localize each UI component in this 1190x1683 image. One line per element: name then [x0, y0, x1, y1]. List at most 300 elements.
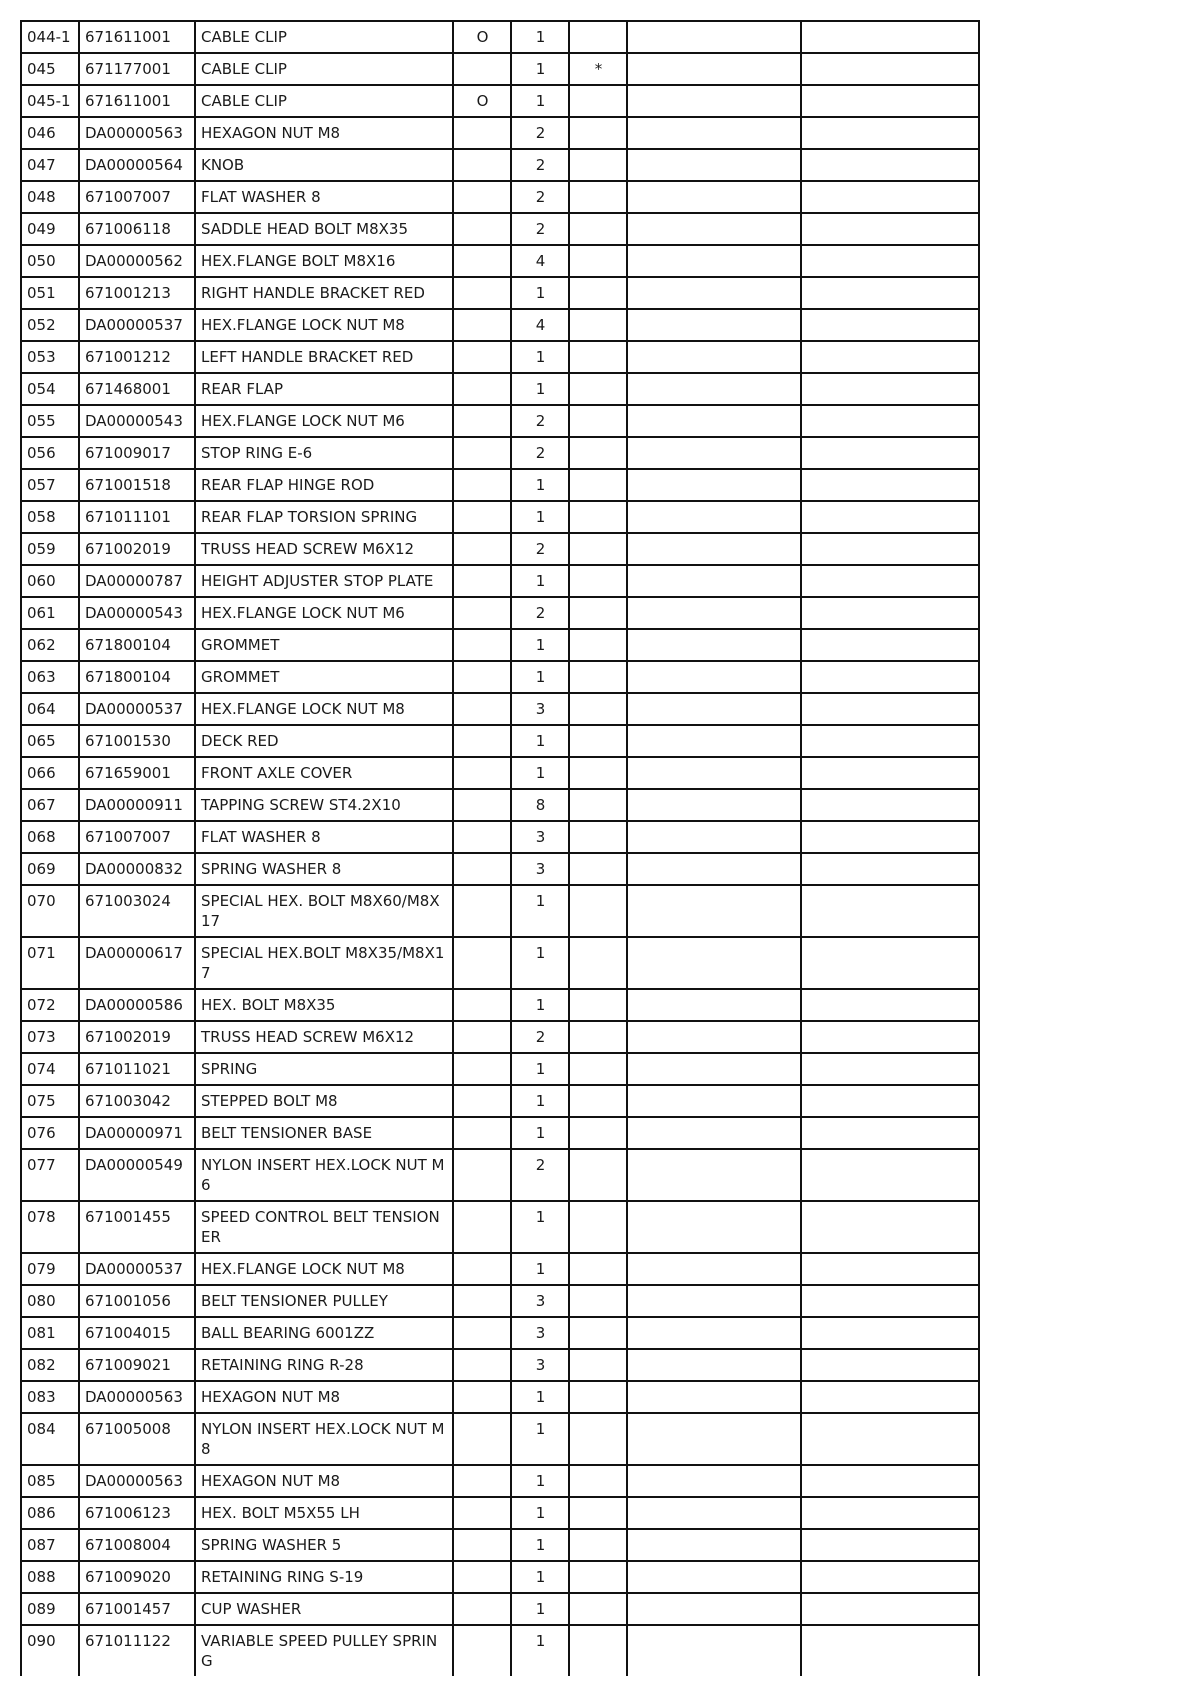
table-row: [21, 181, 979, 213]
item-number-cell: 056: [21, 437, 79, 469]
description-cell: SPEED CONTROL BELT TENSIONER: [195, 1201, 453, 1253]
item-number-cell: 072: [21, 989, 79, 1021]
option-mark-cell: [453, 853, 511, 885]
part-number-cell: 671611001: [79, 85, 195, 117]
option-mark-cell: [453, 469, 511, 501]
part-number-cell: 671006118: [79, 213, 195, 245]
description-cell: SPRING: [195, 1053, 453, 1085]
blank-cell: [627, 629, 801, 661]
blank-cell: [627, 1053, 801, 1085]
blank-cell: [627, 989, 801, 1021]
blank-cell: [801, 989, 979, 1021]
item-number-cell: 080: [21, 1285, 79, 1317]
item-number-cell: 052: [21, 309, 79, 341]
note-mark-cell: [569, 341, 627, 373]
option-mark-cell: [453, 821, 511, 853]
item-number-cell: 049: [21, 213, 79, 245]
blank-cell: [627, 1201, 801, 1253]
blank-cell: [627, 937, 801, 989]
blank-cell: [627, 1317, 801, 1349]
table-row: [21, 693, 979, 725]
blank-cell: [627, 1465, 801, 1497]
note-mark-cell: [569, 629, 627, 661]
quantity-cell: 1: [511, 725, 569, 757]
table-row: [21, 1593, 979, 1625]
table-row: [21, 1285, 979, 1317]
blank-cell: [801, 213, 979, 245]
description-cell: FRONT AXLE COVER: [195, 757, 453, 789]
description-cell: SADDLE HEAD BOLT M8X35: [195, 213, 453, 245]
description-cell: FLAT WASHER 8: [195, 181, 453, 213]
quantity-cell: 1: [511, 1465, 569, 1497]
description-cell: HEX.FLANGE LOCK NUT M8: [195, 309, 453, 341]
part-number-cell: DA00000543: [79, 597, 195, 629]
blank-cell: [627, 1285, 801, 1317]
option-mark-cell: [453, 937, 511, 989]
blank-cell: [801, 53, 979, 85]
option-mark-cell: [453, 629, 511, 661]
option-mark-cell: [453, 245, 511, 277]
note-mark-cell: [569, 1021, 627, 1053]
table-row: [21, 85, 979, 117]
part-number-cell: 671009017: [79, 437, 195, 469]
blank-cell: [801, 725, 979, 757]
part-number-cell: 671011101: [79, 501, 195, 533]
option-mark-cell: [453, 1497, 511, 1529]
note-mark-cell: [569, 725, 627, 757]
table-row: [21, 629, 979, 661]
blank-cell: [801, 757, 979, 789]
table-row: [21, 1117, 979, 1149]
blank-cell: [627, 373, 801, 405]
note-mark-cell: [569, 501, 627, 533]
table-row: [21, 1625, 979, 1676]
item-number-cell: 065: [21, 725, 79, 757]
blank-cell: [627, 661, 801, 693]
option-mark-cell: [453, 181, 511, 213]
table-row: [21, 1413, 979, 1465]
table-row: [21, 117, 979, 149]
part-number-cell: 671004015: [79, 1317, 195, 1349]
quantity-cell: 1: [511, 989, 569, 1021]
part-number-cell: 671800104: [79, 629, 195, 661]
note-mark-cell: [569, 533, 627, 565]
description-cell: NYLON INSERT HEX.LOCK NUT M6: [195, 1149, 453, 1201]
quantity-cell: 1: [511, 21, 569, 53]
blank-cell: [627, 1625, 801, 1676]
option-mark-cell: [453, 117, 511, 149]
part-number-cell: DA00000563: [79, 1381, 195, 1413]
blank-cell: [801, 533, 979, 565]
option-mark-cell: [453, 693, 511, 725]
part-number-cell: 671001455: [79, 1201, 195, 1253]
item-number-cell: 047: [21, 149, 79, 181]
note-mark-cell: [569, 245, 627, 277]
table-row: [21, 405, 979, 437]
blank-cell: [627, 437, 801, 469]
item-number-cell: 053: [21, 341, 79, 373]
item-number-cell: 059: [21, 533, 79, 565]
option-mark-cell: [453, 1317, 511, 1349]
table-row: [21, 1349, 979, 1381]
part-number-cell: DA00000543: [79, 405, 195, 437]
note-mark-cell: [569, 757, 627, 789]
item-number-cell: 066: [21, 757, 79, 789]
table-row: [21, 821, 979, 853]
description-cell: SPECIAL HEX.BOLT M8X35/M8X17: [195, 937, 453, 989]
option-mark-cell: [453, 1349, 511, 1381]
option-mark-cell: [453, 1561, 511, 1593]
option-mark-cell: [453, 597, 511, 629]
note-mark-cell: [569, 937, 627, 989]
item-number-cell: 082: [21, 1349, 79, 1381]
note-mark-cell: [569, 309, 627, 341]
quantity-cell: 8: [511, 789, 569, 821]
blank-cell: [801, 885, 979, 937]
note-mark-cell: [569, 469, 627, 501]
option-mark-cell: [453, 1201, 511, 1253]
note-mark-cell: [569, 1625, 627, 1676]
blank-cell: [627, 597, 801, 629]
option-mark-cell: [453, 789, 511, 821]
description-cell: SPRING WASHER 8: [195, 853, 453, 885]
note-mark-cell: [569, 821, 627, 853]
description-cell: TRUSS HEAD SCREW M6X12: [195, 1021, 453, 1053]
description-cell: HEXAGON NUT M8: [195, 1381, 453, 1413]
blank-cell: [627, 181, 801, 213]
blank-cell: [801, 1117, 979, 1149]
option-mark-cell: [453, 1465, 511, 1497]
quantity-cell: 1: [511, 1253, 569, 1285]
blank-cell: [627, 1413, 801, 1465]
item-number-cell: 087: [21, 1529, 79, 1561]
blank-cell: [627, 1593, 801, 1625]
table-row: [21, 1317, 979, 1349]
option-mark-cell: [453, 53, 511, 85]
quantity-cell: 3: [511, 853, 569, 885]
blank-cell: [627, 1381, 801, 1413]
blank-cell: [801, 373, 979, 405]
blank-cell: [627, 501, 801, 533]
table-row: [21, 245, 979, 277]
quantity-cell: 4: [511, 245, 569, 277]
description-cell: SPECIAL HEX. BOLT M8X60/M8X17: [195, 885, 453, 937]
blank-cell: [627, 789, 801, 821]
table-row: [21, 437, 979, 469]
description-cell: BELT TENSIONER BASE: [195, 1117, 453, 1149]
option-mark-cell: [453, 437, 511, 469]
blank-cell: [627, 821, 801, 853]
quantity-cell: 1: [511, 885, 569, 937]
item-number-cell: 045: [21, 53, 79, 85]
blank-cell: [801, 1285, 979, 1317]
description-cell: KNOB: [195, 149, 453, 181]
note-mark-cell: [569, 661, 627, 693]
option-mark-cell: [453, 1117, 511, 1149]
item-number-cell: 068: [21, 821, 79, 853]
note-mark-cell: [569, 853, 627, 885]
description-cell: BELT TENSIONER PULLEY: [195, 1285, 453, 1317]
option-mark-cell: [453, 373, 511, 405]
description-cell: HEXAGON NUT M8: [195, 1465, 453, 1497]
quantity-cell: 1: [511, 1085, 569, 1117]
description-cell: TRUSS HEAD SCREW M6X12: [195, 533, 453, 565]
note-mark-cell: [569, 1201, 627, 1253]
item-number-cell: 081: [21, 1317, 79, 1349]
table-row: [21, 885, 979, 937]
quantity-cell: 3: [511, 1317, 569, 1349]
table-row: [21, 789, 979, 821]
note-mark-cell: [569, 437, 627, 469]
option-mark-cell: [453, 1413, 511, 1465]
item-number-cell: 077: [21, 1149, 79, 1201]
table-row: [21, 21, 979, 53]
note-mark-cell: [569, 1413, 627, 1465]
item-number-cell: 085: [21, 1465, 79, 1497]
description-cell: STEPPED BOLT M8: [195, 1085, 453, 1117]
item-number-cell: 089: [21, 1593, 79, 1625]
item-number-cell: 067: [21, 789, 79, 821]
option-mark-cell: [453, 1593, 511, 1625]
blank-cell: [801, 469, 979, 501]
description-cell: DECK RED: [195, 725, 453, 757]
description-cell: SPRING WASHER 5: [195, 1529, 453, 1561]
note-mark-cell: [569, 1053, 627, 1085]
part-number-cell: 671177001: [79, 53, 195, 85]
part-number-cell: 671800104: [79, 661, 195, 693]
blank-cell: [627, 1497, 801, 1529]
description-cell: NYLON INSERT HEX.LOCK NUT M8: [195, 1413, 453, 1465]
table-row: [21, 1561, 979, 1593]
table-row: [21, 565, 979, 597]
blank-cell: [801, 1253, 979, 1285]
description-cell: STOP RING E-6: [195, 437, 453, 469]
blank-cell: [627, 277, 801, 309]
quantity-cell: 1: [511, 1201, 569, 1253]
item-number-cell: 076: [21, 1117, 79, 1149]
table-row: [21, 937, 979, 989]
quantity-cell: 1: [511, 661, 569, 693]
blank-cell: [627, 725, 801, 757]
item-number-cell: 051: [21, 277, 79, 309]
blank-cell: [801, 1053, 979, 1085]
option-mark-cell: [453, 1053, 511, 1085]
option-mark-cell: [453, 309, 511, 341]
blank-cell: [801, 1561, 979, 1593]
item-number-cell: 060: [21, 565, 79, 597]
item-number-cell: 071: [21, 937, 79, 989]
part-number-cell: DA00000537: [79, 1253, 195, 1285]
quantity-cell: 2: [511, 181, 569, 213]
table-row: [21, 341, 979, 373]
blank-cell: [627, 1253, 801, 1285]
part-number-cell: 671008004: [79, 1529, 195, 1561]
part-number-cell: 671003042: [79, 1085, 195, 1117]
table-row: [21, 1253, 979, 1285]
part-number-cell: 671001212: [79, 341, 195, 373]
blank-cell: [801, 341, 979, 373]
note-mark-cell: [569, 789, 627, 821]
quantity-cell: 2: [511, 149, 569, 181]
part-number-cell: DA00000563: [79, 117, 195, 149]
description-cell: HEX.FLANGE LOCK NUT M8: [195, 1253, 453, 1285]
description-cell: HEIGHT ADJUSTER STOP PLATE: [195, 565, 453, 597]
note-mark-cell: [569, 1317, 627, 1349]
quantity-cell: 1: [511, 469, 569, 501]
description-cell: REAR FLAP TORSION SPRING: [195, 501, 453, 533]
option-mark-cell: [453, 1529, 511, 1561]
part-number-cell: 671009020: [79, 1561, 195, 1593]
note-mark-cell: [569, 1253, 627, 1285]
item-number-cell: 083: [21, 1381, 79, 1413]
quantity-cell: 1: [511, 85, 569, 117]
note-mark-cell: [569, 149, 627, 181]
blank-cell: [801, 661, 979, 693]
part-number-cell: 671659001: [79, 757, 195, 789]
quantity-cell: 3: [511, 693, 569, 725]
quantity-cell: 1: [511, 1529, 569, 1561]
description-cell: HEXAGON NUT M8: [195, 117, 453, 149]
blank-cell: [801, 597, 979, 629]
table-row: [21, 757, 979, 789]
blank-cell: [627, 1149, 801, 1201]
description-cell: VARIABLE SPEED PULLEY SPRING: [195, 1625, 453, 1676]
part-number-cell: 671001518: [79, 469, 195, 501]
blank-cell: [627, 757, 801, 789]
note-mark-cell: [569, 1117, 627, 1149]
option-mark-cell: [453, 1625, 511, 1676]
part-number-cell: 671005008: [79, 1413, 195, 1465]
description-cell: HEX.FLANGE LOCK NUT M8: [195, 693, 453, 725]
option-mark-cell: [453, 565, 511, 597]
blank-cell: [627, 213, 801, 245]
blank-cell: [627, 885, 801, 937]
blank-cell: [801, 1593, 979, 1625]
note-mark-cell: [569, 1561, 627, 1593]
description-cell: GROMMET: [195, 661, 453, 693]
item-number-cell: 046: [21, 117, 79, 149]
blank-cell: [801, 565, 979, 597]
table-row: [21, 1149, 979, 1201]
quantity-cell: 3: [511, 1285, 569, 1317]
parts-table-body: [21, 21, 979, 1676]
blank-cell: [801, 405, 979, 437]
description-cell: HEX. BOLT M5X55 LH: [195, 1497, 453, 1529]
part-number-cell: DA00000537: [79, 309, 195, 341]
quantity-cell: 1: [511, 1381, 569, 1413]
blank-cell: [801, 1201, 979, 1253]
note-mark-cell: [569, 989, 627, 1021]
quantity-cell: 2: [511, 405, 569, 437]
description-cell: CABLE CLIP: [195, 85, 453, 117]
item-number-cell: 044-1: [21, 21, 79, 53]
part-number-cell: 671009021: [79, 1349, 195, 1381]
quantity-cell: 2: [511, 1149, 569, 1201]
table-row: [21, 1381, 979, 1413]
quantity-cell: 1: [511, 565, 569, 597]
quantity-cell: 3: [511, 821, 569, 853]
option-mark-cell: [453, 213, 511, 245]
table-row: [21, 1085, 979, 1117]
note-mark-cell: [569, 885, 627, 937]
part-number-cell: DA00000911: [79, 789, 195, 821]
part-number-cell: DA00000617: [79, 937, 195, 989]
quantity-cell: 1: [511, 1413, 569, 1465]
option-mark-cell: [453, 341, 511, 373]
table-row: [21, 213, 979, 245]
blank-cell: [801, 85, 979, 117]
blank-cell: [801, 1349, 979, 1381]
option-mark-cell: [453, 1085, 511, 1117]
note-mark-cell: [569, 693, 627, 725]
parts-table: [20, 20, 980, 1676]
note-mark-cell: [569, 1285, 627, 1317]
note-mark-cell: [569, 1381, 627, 1413]
item-number-cell: 088: [21, 1561, 79, 1593]
blank-cell: [801, 629, 979, 661]
table-row: [21, 501, 979, 533]
blank-cell: [627, 565, 801, 597]
description-cell: TAPPING SCREW ST4.2X10: [195, 789, 453, 821]
blank-cell: [627, 21, 801, 53]
blank-cell: [801, 437, 979, 469]
part-number-cell: DA00000971: [79, 1117, 195, 1149]
blank-cell: [801, 1529, 979, 1561]
description-cell: HEX.FLANGE LOCK NUT M6: [195, 597, 453, 629]
quantity-cell: 1: [511, 277, 569, 309]
quantity-cell: 1: [511, 341, 569, 373]
blank-cell: [801, 1465, 979, 1497]
part-number-cell: 671002019: [79, 533, 195, 565]
quantity-cell: 1: [511, 1053, 569, 1085]
quantity-cell: 4: [511, 309, 569, 341]
part-number-cell: 671007007: [79, 821, 195, 853]
item-number-cell: 054: [21, 373, 79, 405]
blank-cell: [627, 1529, 801, 1561]
part-number-cell: DA00000549: [79, 1149, 195, 1201]
blank-cell: [627, 245, 801, 277]
blank-cell: [627, 1349, 801, 1381]
part-number-cell: 671001213: [79, 277, 195, 309]
description-cell: CABLE CLIP: [195, 53, 453, 85]
quantity-cell: 1: [511, 937, 569, 989]
description-cell: REAR FLAP HINGE ROD: [195, 469, 453, 501]
part-number-cell: DA00000537: [79, 693, 195, 725]
table-row: [21, 725, 979, 757]
quantity-cell: 1: [511, 1593, 569, 1625]
blank-cell: [801, 853, 979, 885]
blank-cell: [627, 117, 801, 149]
blank-cell: [801, 309, 979, 341]
note-mark-cell: [569, 1529, 627, 1561]
quantity-cell: 1: [511, 53, 569, 85]
description-cell: RETAINING RING R-28: [195, 1349, 453, 1381]
item-number-cell: 078: [21, 1201, 79, 1253]
part-number-cell: 671001530: [79, 725, 195, 757]
blank-cell: [801, 149, 979, 181]
description-cell: GROMMET: [195, 629, 453, 661]
note-mark-cell: [569, 1465, 627, 1497]
note-mark-cell: *: [569, 53, 627, 85]
table-row: [21, 533, 979, 565]
blank-cell: [801, 789, 979, 821]
option-mark-cell: [453, 149, 511, 181]
note-mark-cell: [569, 405, 627, 437]
quantity-cell: 1: [511, 501, 569, 533]
part-number-cell: DA00000586: [79, 989, 195, 1021]
option-mark-cell: O: [453, 85, 511, 117]
part-number-cell: 671611001: [79, 21, 195, 53]
